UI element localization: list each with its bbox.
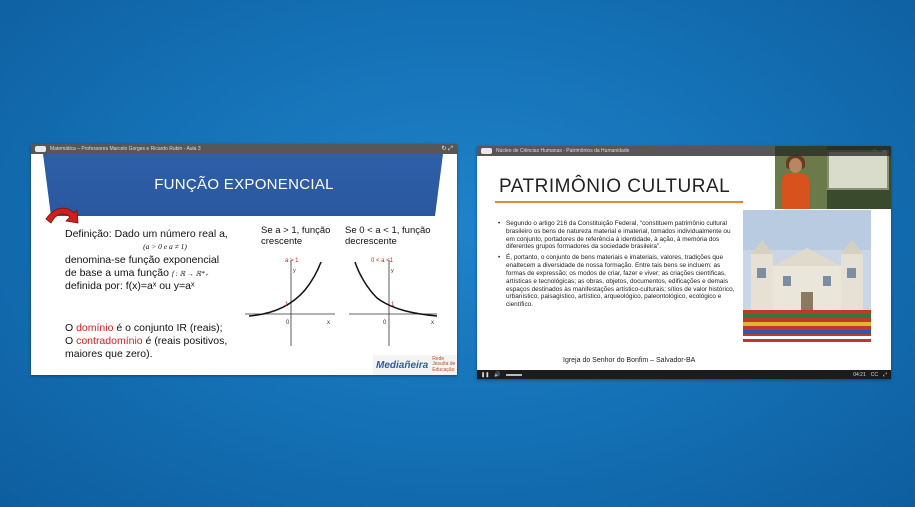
right-video-panel[interactable] [477,146,891,379]
graph-increasing-y-label: y [293,268,296,274]
graph-increasing [245,254,337,350]
left-video-topbar [31,144,457,154]
codomain-suffix: é (reais positivos, maiores que zero). [65,335,228,361]
left-video-title[interactable]: Matemática – Professores Marcelo Gorges e Ricardo Rubin - Aula 3 [50,146,201,152]
channel-logo-icon [481,148,492,154]
codomain-prefix: O [65,335,77,348]
definition-text [65,228,265,293]
right-video-title[interactable]: Núcleo de Ciências Humanas - Patrimônios da Humanidade [496,148,630,154]
graph-decreasing-caption: Se 0 < a < 1, função decrescente [345,225,431,247]
graph-increasing-caption: Se a > 1, função crescente [261,225,331,247]
captions-button[interactable]: CC [870,371,878,378]
title-rule [495,201,743,203]
school-logo-name: Mediañeira [376,359,429,371]
left-video-panel[interactable] [31,144,457,375]
presenter-head [789,158,802,173]
definition-condition: (a > 0 e a ≠ 1) [143,242,187,252]
graph-decreasing-tag: 0 < a <1 [371,258,394,264]
graph-increasing-one: 1 [285,302,289,308]
photo-caption: Igreja do Senhor do Bonfim – Salvador-BA [563,357,696,364]
church-photo [743,210,871,342]
graph-decreasing [349,254,441,350]
share-icon[interactable]: ↻ ⤢ [441,146,453,152]
graph-increasing-tag: a > 1 [285,258,299,264]
presenter-body [782,173,809,209]
slide-title: PATRIMÔNIO CULTURAL [499,176,731,197]
codomain-word: contradomínio [76,335,143,348]
definition-formula: f : ℝ → ℝ*₊ [171,269,209,278]
school-logo-sub: Rede Jesuíta de Educação [432,355,456,373]
slide-bullets [497,220,737,312]
graph-decreasing-one: 1 [391,302,395,308]
graph-decreasing-y-label: y [391,268,394,274]
right-video-topbar [477,146,891,156]
slide-title: FUNÇÃO EXPONENCIAL [154,176,334,193]
graph-increasing-x-label: x [327,320,330,326]
bullet-item: • Segundo o artigo 216 da Constituição Federal, “constituem patrimônio cultural brasileiro os bens de natureza material e imaterial, tomados individualmente ou em conjunto, portadores de referência à identidade, à ação, à memória dos diferentes grupos formadores da sociedade brasileira”. [497,220,737,251]
channel-logo-icon [35,146,46,152]
graph-decreasing-origin: 0 [383,320,387,326]
graph-increasing-origin: 0 [286,320,290,326]
graph-decreasing-x-label: x [431,320,434,326]
volume-slider[interactable] [506,374,522,376]
definition-line-2: denomina-se função exponencial [65,253,220,266]
domain-prefix: O [65,322,77,334]
fullscreen-icon[interactable]: ⤢ [882,371,887,378]
definition-line-3: de base a uma função [65,266,169,279]
school-logo [373,355,457,375]
domain-suffix: é o conjunto IR (reais); [113,322,223,334]
domain-text [65,322,265,361]
video-control-bar [477,370,891,379]
definition-line-1: Definição: Dado um número real a, [65,228,228,240]
definition-line-4: definida por: f(x)=aˣ ou y=aˣ [65,279,195,292]
bullet-item: • É, portanto, o conjunto de bens materiais e imateriais, valores, tradições que enaltecem a diversidade de nossa formação. Entre tais bens se incluem: as formas de expressão; os modos de criar, fazer e viver; as criações científicas, artísticas e tecnológicas; as obras, objetos, documentos, edificações e demais espaços destinados às manifestações artístico-culturais; sítios de valor histórico, urbanístico, paisagístico, artístico, arqueológico, paleontológico, ecológico e científico. [497,254,737,309]
red-arrow-icon [44,201,80,231]
volume-icon[interactable]: 🔊 [494,371,501,378]
domain-word: domínio [76,322,114,334]
webcam-whiteboard [827,150,889,190]
pause-button[interactable]: ❚❚ [481,371,490,378]
time-display: 04:21 [853,371,866,378]
